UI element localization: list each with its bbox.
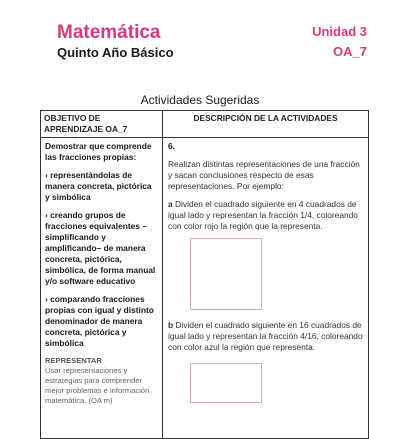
skill-title: REPRESENTAR [45,356,102,365]
header-left [57,22,174,60]
activity-cell [163,138,369,439]
square-figure-b [190,363,262,403]
activity-item-a [168,199,363,232]
activity-item-b [168,320,363,353]
activity-intro: Realizan distintas representaciones de una fracción y sacan conclusiones respecto de esas representaciones. Por ejemplo: [168,159,360,191]
objective-intro: Demostrar que comprende las fracciones propias: [45,141,152,162]
skill-text: Usar representaciones y estrategias para comprender mejor problemas e información matemática. (OA m) [45,366,150,405]
square-figure-a [190,238,262,310]
activity-number: 6. [168,141,175,151]
item-a-letter: a [168,199,173,209]
col-header-objective: OBJETIVO DE APRENDIZAJE OA_7 [41,111,163,138]
objective-cell [41,138,163,439]
item-a-text: Dividen el cuadrado siguiente en 4 cuadrados de igual lado y representan la fracción 1/4, coloreando con color rojo la región que la representa. [168,199,358,231]
oa-label: OA_7 [333,44,367,59]
col-header-description: DESCRIPCIÓN DE LA ACTIVIDADES [163,111,369,138]
table-header-row [41,111,369,138]
unit-label: Unidad 3 [312,24,367,39]
objective-bullet-3: › comparando fracciones propias con igual y distinto denominador de manera concreta, pictórica y simbólica [45,294,154,348]
section-title: Actividades Sugeridas [140,93,260,107]
item-b-letter: b [168,320,174,330]
activities-table [40,110,369,439]
objective-bullet-1: › representándolas de manera concreta, pictórica y simbólica [45,170,152,202]
table-row [41,138,369,439]
header-right [312,24,367,60]
objective-bullet-2: › creando grupos de fracciones equivalentes – simplificando y amplificando– de manera concreta, pictórica, simbólica, de forma manual y/o software educativo [45,210,156,286]
item-b-text: Dividen el cuadrado siguiente en 16 cuadrados de igual lado y representan la fracción 4/16, coloreando con color azul la región que representa. [168,320,363,352]
subject-title: Matemática [57,22,161,43]
grade-level: Quinto Año Básico [57,45,174,60]
